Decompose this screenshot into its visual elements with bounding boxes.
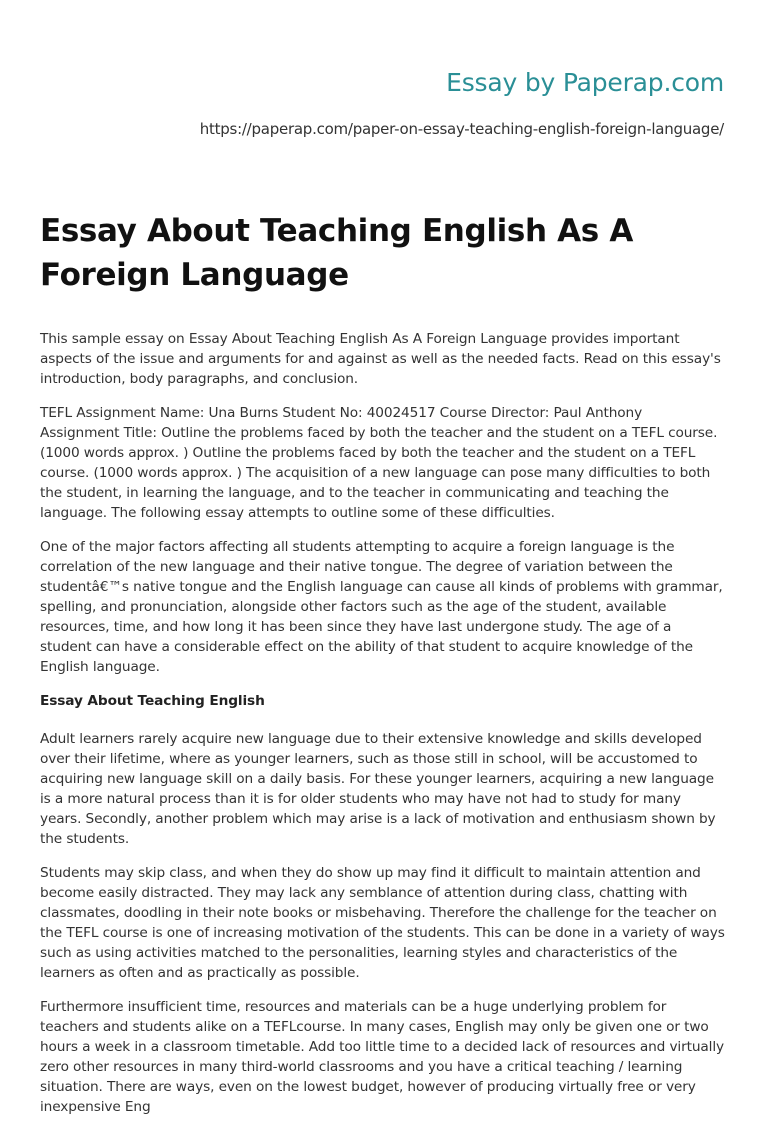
body-paragraph: Students may skip class, and when they do show up may find it difficult to maintain attention and become easily distracted. They may lack any semblance of attention during class, chatting with classmates, doodling in their note books or misbehaving. Therefore the challenge for the teacher on the TEFL course is one of increasing motivation of the students. This can be done in a variety of ways such as using activities matched to the personalities, learning styles and characteristics of the learners as often and as practically as possible. bbox=[40, 865, 725, 981]
section-heading: Essay About Teaching English bbox=[40, 693, 265, 709]
intro-paragraph: This sample essay on Essay About Teaching English As A Foreign Language provides important aspects of the issue and arguments for and against as well as the needed facts. Read on this essay's introduction, body paragraphs, and conclusion. bbox=[40, 331, 721, 387]
brand-link[interactable]: Essay by Paperap.com bbox=[446, 68, 724, 97]
body-paragraph: Furthermore insufficient time, resources and materials can be a huge underlying problem for teachers and students alike on a TEFLcourse. In many cases, English may only be given one or two hours a week in a classroom timetable. Add too little time to a decided lack of resources and virtually zero other resources in many third-world classrooms and you have a critical teaching / learning situation. There are ways, even on the lowest budget, however of producing virtually free or very inexpensive Eng bbox=[40, 999, 725, 1115]
article bbox=[40, 209, 725, 1131]
header bbox=[200, 66, 724, 139]
article-title: Essay About Teaching English As A Foreign Language bbox=[40, 213, 633, 293]
body-paragraph: Adult learners rarely acquire new language due to their extensive knowledge and skills developed over their lifetime, where as younger learners, such as those still in school, will be accustomed to acquiring new language skill on a daily basis. For these younger learners, acquiring a new language is a more natural process than it is for older students who may have not had to study for many years. Secondly, another problem which may arise is a lack of motivation and enthusiasm shown by the students. bbox=[40, 731, 716, 847]
source-url-link[interactable]: https://paperap.com/paper-on-essay-teaching-english-foreign-language/ bbox=[199, 120, 724, 138]
body-paragraph: One of the major factors affecting all students attempting to acquire a foreign language is the correlation of the new language and their native tongue. The degree of variation between the studentâ€™s native tongue and the English language can cause all kinds of problems with grammar, spelling, and pronunciation, alongside other factors such as the age of the student, available resources, time, and how long it has been since they have last undergone study. The age of a student can have a considerable effect on the ability of that student to acquire knowledge of the English language. bbox=[40, 539, 723, 675]
body-paragraph: TEFL Assignment Name: Una Burns Student No: 40024517 Course Director: Paul Anthony Assignment Title: Outline the problems faced by both the teacher and the student on a TEFL course. (1000 words approx. ) Outline the problems faced by both the teacher and the student on a TEFL course. (1000 words approx. ) The acquisition of a new language can pose many difficulties to both the student, in learning the language, and to the teacher in communicating and teaching the language. The following essay attempts to outline some of these difficulties. bbox=[40, 405, 718, 521]
